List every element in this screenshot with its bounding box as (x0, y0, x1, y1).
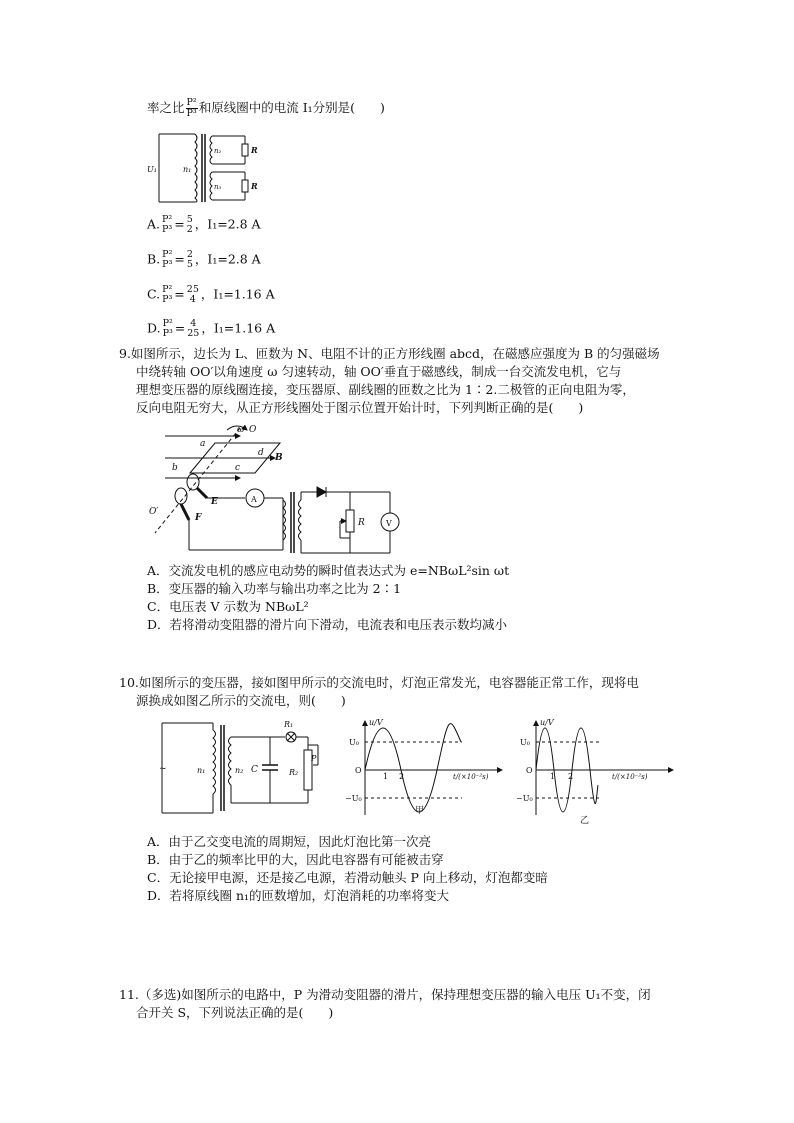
q8-resistor-top (242, 144, 248, 156)
q8-option-d-lhs (162, 319, 174, 339)
q8-option-b-current: ，I₁=2.8 A (194, 251, 261, 267)
q10-jia-tick-1: 1 (383, 772, 389, 781)
q10-label-r2: R₂ (289, 768, 299, 777)
q8-option-b: B. P² P³ = 2 5 ，I₁=2.8 A (147, 249, 261, 270)
q10-secondary-coil (229, 737, 232, 785)
q9-label-o: O (249, 425, 257, 435)
q9-label-f: F (195, 513, 202, 523)
q8-label-n3: n₃ (214, 183, 222, 191)
q9-label-omega: ω (237, 425, 245, 435)
q9-label-d: d (258, 448, 264, 458)
q9-label-c: c (235, 463, 241, 473)
q10-yi-neg-u0: −U₀ (516, 794, 533, 803)
q10-option-c: C．无论接甲电源，还是接乙电源，若滑动触头 P 向上移动，灯泡都变暗 (147, 870, 548, 885)
q8-option-b-lhs (161, 250, 173, 270)
q9-stem-line-2: 中绕转轴 OO′以角速度 ω 匀速转动，轴 OO′垂直于磁感线，制成一台交流发电机，它与 (136, 364, 622, 379)
q9-ammeter-label: A (251, 495, 257, 504)
q8-option-c-rhs (186, 285, 200, 305)
q8-stem-fraction (186, 98, 198, 119)
q8-primary-coil (195, 134, 197, 202)
q9-label-a: a (200, 439, 206, 449)
q9-rheostat (346, 510, 354, 532)
q10-jia-u0: U₀ (349, 738, 359, 747)
q10-waveform-yi (508, 715, 683, 830)
q9-stem-line-3: 理想变压器的原线圈连接，变压器原、副线圈的匝数之比为 1∶2.二极管的正向电阻为零， (136, 382, 635, 397)
q8-option-a-lhs-den: P³ (162, 224, 173, 235)
q8-option-b-rhs (186, 250, 194, 270)
q10-jia-caption: 甲 (415, 806, 425, 816)
q8-option-a-rhs-num: 5 (186, 214, 193, 225)
q10-option-d: D．若将原线圈 n₁的匝数增加，灯泡消耗的功率将变大 (147, 888, 450, 903)
q10-yi-u0: U₀ (520, 738, 530, 747)
q8-option-a: A. P² P³ = 5 2 ，I₁=2.8 A (147, 214, 261, 235)
q9-option-a: A．交流发电机的感应电动势的瞬时值表达式为 e=NBωL²sin ωt (147, 563, 510, 578)
q8-option-c: C. P² P³ = 25 4 ，I₁=1.16 A (147, 284, 275, 305)
q10-waveform-jia (337, 715, 512, 825)
q9-option-b: B．变压器的输入功率与输出功率之比为 2∶1 (147, 581, 402, 596)
q10-circuit-figure (160, 715, 320, 820)
q8-option-b-rhs-num: 2 (186, 249, 193, 260)
q8-option-a-rhs (186, 215, 194, 235)
q8-option-d-rhs-num: 4 (190, 318, 197, 329)
q10-jia-sine (365, 724, 461, 812)
q10-ac-source-label: ~ (159, 764, 167, 774)
q8-option-c-letter: C. (147, 286, 161, 302)
q10-label-c: C (251, 765, 258, 775)
q9-option-d: D．若将滑动变阻器的滑片向下滑动，电流表和电压表示数均减小 (147, 617, 508, 632)
q8-label-r-bottom: R (251, 181, 258, 191)
q10-label-n2: n₂ (235, 766, 244, 775)
q9-diode (317, 487, 326, 497)
q8-option-c-current: ，I₁=1.16 A (200, 286, 275, 302)
q10-yi-tick-1: 1 (550, 772, 556, 781)
q8-label-u1: U₁ (147, 165, 157, 174)
q8-stem-frac-num: P² (186, 97, 197, 108)
q10-yi-caption: 乙 (580, 816, 590, 826)
q8-option-c-rhs-den: 4 (189, 294, 196, 305)
q8-resistor-bottom (242, 180, 248, 192)
q10-stem-line-1: 10.如图所示的变压器，接如图甲所示的交流电时，灯泡正常发光，电容器能正常工作，现将电 (119, 675, 639, 690)
q8-stem-frac-den: P³ (186, 108, 197, 119)
q8-stem (147, 98, 385, 119)
q10-yi-tick-2: 2 (568, 772, 574, 781)
q8-option-a-rhs-den: 2 (186, 224, 193, 235)
q10-option-a: A．由于乙交变电流的周期短，因此灯泡比第一次亮 (147, 834, 432, 849)
q10-jia-origin: O (355, 766, 362, 775)
q8-option-c-lhs-num: P² (162, 284, 173, 295)
q11-stem-line-2: 合开关 S，下列说法正确的是( ) (136, 1005, 334, 1020)
q10-label-r1: R₁ (284, 720, 294, 729)
q8-option-d: D. P² P³ = 4 25 ，I₁=1.16 A (147, 318, 276, 339)
q8-option-d-lhs-num: P² (162, 318, 173, 329)
q10-jia-axis-u: u/V (369, 718, 383, 727)
q8-label-r-top: R (251, 145, 258, 155)
q9-stem-line-1: 9.如图所示，边长为 L、匝数为 N、电阻不计的正方形线圈 abcd，在磁感应强度为 B 的匀强磁场 (119, 346, 660, 361)
q8-option-b-lhs-num: P² (162, 249, 173, 260)
q8-label-n2: n₂ (214, 147, 222, 155)
q9-label-o-prime: O′ (149, 507, 159, 517)
q8-label-n1: n₁ (183, 165, 192, 174)
q8-stem-post: 和原线圈中的电流 I₁分别是( ) (198, 100, 385, 115)
q10-jia-neg-u0: −U₀ (345, 794, 362, 803)
q8-option-c-rhs-num: 25 (186, 284, 199, 295)
q8-option-d-rhs-den: 25 (187, 328, 200, 339)
q9-label-e: E (211, 497, 218, 507)
q10-label-p: P (311, 754, 317, 763)
q8-option-c-lhs (161, 285, 173, 305)
q9-option-c: C．电压表 V 示数为 NBωL² (147, 599, 309, 614)
q10-option-b: B．由于乙的频率比甲的大，因此电容器有可能被击穿 (147, 852, 444, 867)
q10-stem-line-2: 源换成如图乙所示的交流电，则( ) (136, 693, 346, 708)
q8-option-d-current: ，I₁=1.16 A (201, 320, 276, 336)
q8-transformer-figure (145, 130, 270, 208)
q10-yi-axis-u: u/V (540, 718, 554, 727)
q9-voltmeter-label: V (386, 519, 392, 528)
q8-stem-pre: 率之比 (147, 100, 185, 115)
q9-label-b-field: B (275, 453, 283, 463)
q8-secondary-coil-n2 (210, 136, 212, 164)
q10-jia-tick-2: 2 (399, 772, 405, 781)
q8-option-a-lhs-num: P² (162, 214, 173, 225)
q9-stem-line-4: 反向电阻无穷大，从正方形线圈处于图示位置开始计时，下列判断正确的是( ) (136, 400, 584, 415)
q8-option-a-current: ，I₁=2.8 A (194, 216, 261, 232)
q8-option-c-lhs-den: P³ (162, 294, 173, 305)
q8-option-b-lhs-den: P³ (162, 259, 173, 270)
q10-yi-axis-t: t/(×10⁻²s) (612, 773, 648, 781)
q11-stem-line-1: 11.（多选)如图所示的电路中，P 为滑动变阻器的滑片，保持理想变压器的输入电压 U₁不变，闭 (119, 987, 651, 1002)
q9-label-b: b (172, 463, 178, 473)
q8-option-b-rhs-den: 5 (186, 259, 193, 270)
q8-option-a-letter: A. (147, 216, 161, 232)
q8-option-d-rhs (186, 319, 200, 339)
q9-label-r: R (358, 518, 365, 528)
q10-label-n1: n₁ (197, 766, 206, 775)
q8-option-a-lhs (161, 215, 173, 235)
q8-option-d-lhs-den: P³ (162, 328, 173, 339)
q8-option-d-letter: D. (147, 320, 161, 336)
q8-option-b-letter: B. (147, 251, 161, 267)
q10-jia-axis-t: t/(×10⁻²s) (453, 773, 489, 781)
q9-generator-figure (145, 418, 410, 558)
q10-yi-origin: O (526, 766, 533, 775)
q8-secondary-coil-n3 (210, 172, 212, 200)
q10-primary-coil (213, 730, 216, 794)
